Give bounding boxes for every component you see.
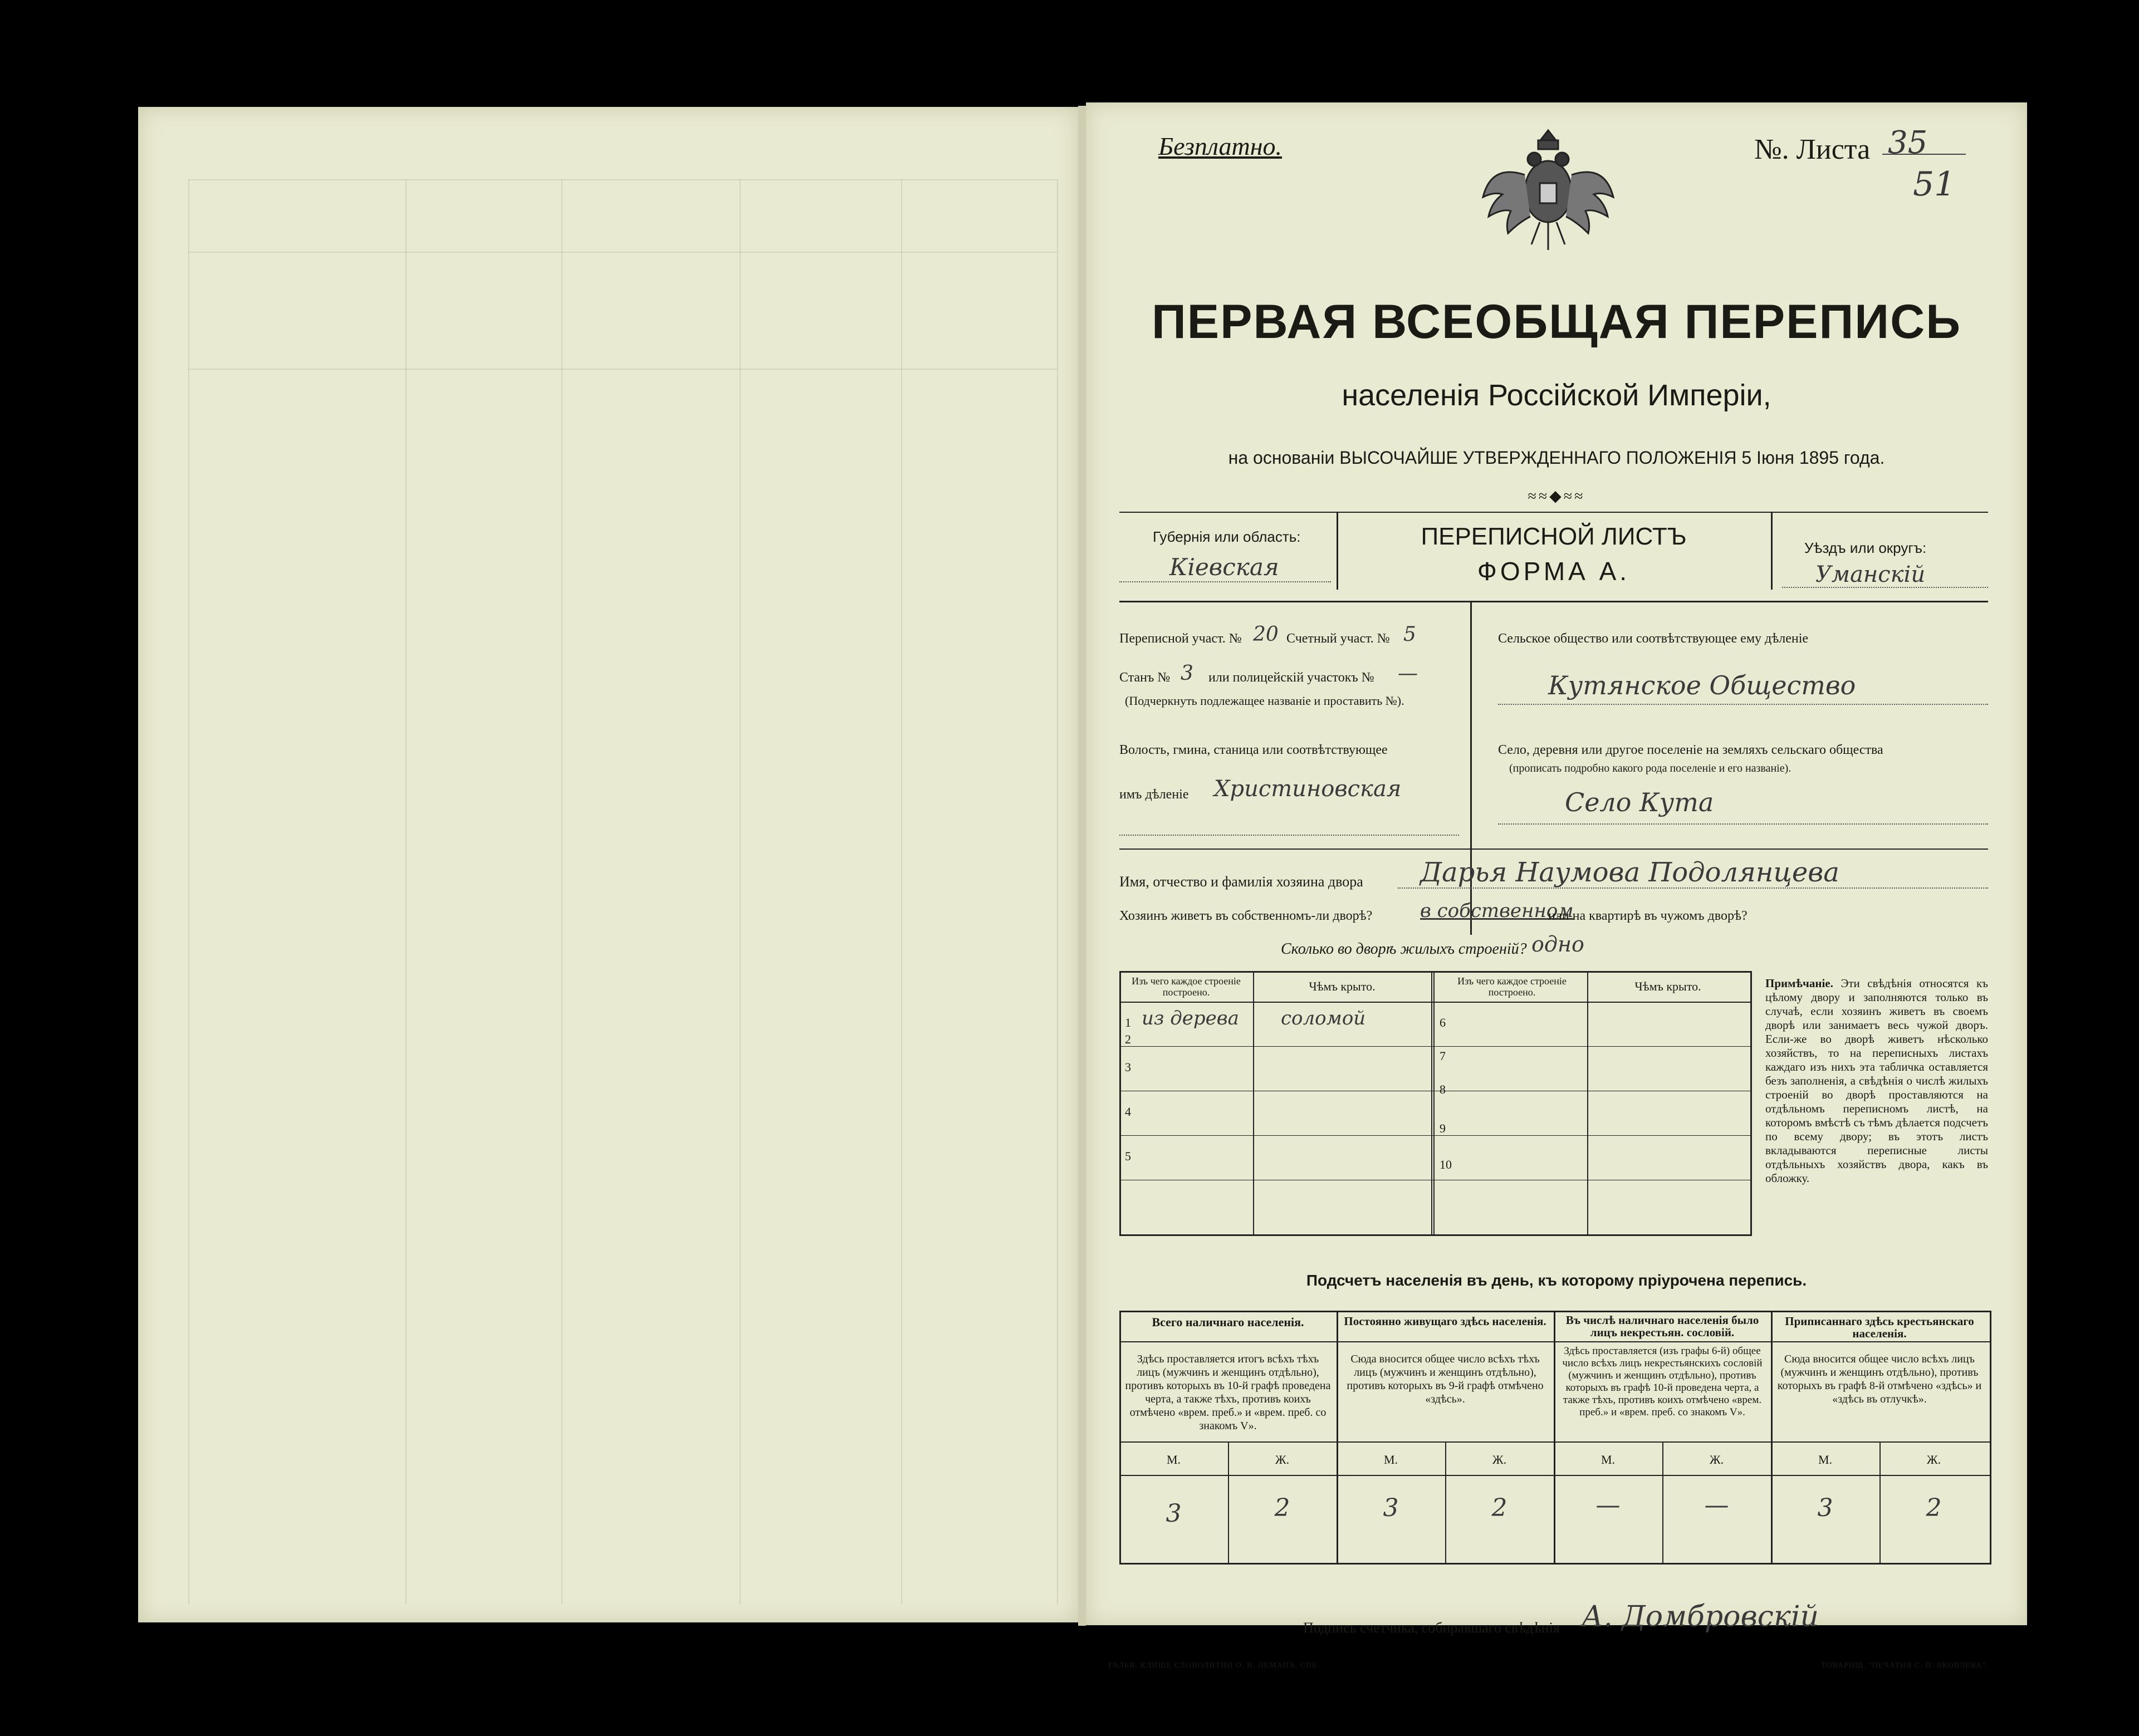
form-top-rule bbox=[1119, 512, 1988, 513]
page-gutter bbox=[1078, 106, 1086, 1626]
pop-m-label: М. bbox=[1383, 1453, 1398, 1467]
village-line bbox=[1498, 823, 1988, 825]
rural-society-value[interactable]: Кутянское Общество bbox=[1548, 670, 1856, 700]
lives-label-1: Хозяинъ живетъ въ собственномъ-ли дворѣ? bbox=[1119, 909, 1373, 923]
pop-col-title: Постоянно живущаго здѣсь населенія. bbox=[1344, 1315, 1546, 1328]
table-row-number: 6 bbox=[1440, 1016, 1446, 1029]
pop-f-value[interactable]: 2 bbox=[1926, 1494, 1942, 1522]
lives-label-2: или на квартирѣ въ чужомъ дворѣ? bbox=[1548, 909, 1748, 923]
right-page bbox=[1086, 102, 2027, 1670]
pop-f-label: Ж. bbox=[1926, 1453, 1941, 1467]
pop-header-rule bbox=[1119, 1341, 1990, 1342]
table-row-roof[interactable]: соломой bbox=[1281, 1007, 1366, 1029]
village-label: Село, деревня или другое поселеніе на земляхъ сельскаго общества bbox=[1498, 743, 1883, 757]
population-heading: Подсчетъ населенія въ день, къ которому пріурочена перепись. bbox=[1306, 1272, 1807, 1289]
pop-f-label: Ж. bbox=[1275, 1453, 1290, 1467]
volost-label-1: Волость, гмина, станица или соотвѣтствующее bbox=[1119, 743, 1388, 757]
ghost-line bbox=[740, 179, 741, 1605]
signature-label: Подпись счетчика, собиравшаго свѣдѣнія bbox=[1303, 1620, 1560, 1636]
pop-col-line bbox=[1771, 1311, 1773, 1564]
guberniya-label: Губернія или область: bbox=[1153, 528, 1301, 545]
pop-desc-rule bbox=[1119, 1441, 1990, 1443]
printer-left: ГАЛЬВ. КЛИШЕ СЛОВОЛИТНИ О. И. ЛЕМАНЪ, СПБ. bbox=[1108, 1661, 1320, 1670]
ghost-line bbox=[561, 179, 562, 1605]
remark-title: Примѣчаніе. bbox=[1765, 977, 1833, 990]
left-page bbox=[138, 107, 1078, 1622]
table-row-number: 5 bbox=[1125, 1149, 1131, 1163]
sheet-number-value: 35 bbox=[1888, 125, 1928, 161]
imperial-eagle-emblem bbox=[1476, 125, 1621, 258]
uezd-line bbox=[1782, 587, 1988, 588]
pop-col-desc: Сюда вносится общее число всѣхъ тѣхъ лицъ (мужчинъ и женщинъ отдѣльно), противъ которыхъ въ 9-й графѣ отмѣчено «здѣсь». bbox=[1347, 1353, 1544, 1405]
form-divider bbox=[1771, 512, 1773, 590]
lives-value[interactable]: в собственном bbox=[1420, 900, 1574, 922]
table-row-number: 7 bbox=[1440, 1049, 1446, 1063]
uezd-label: Уѣздъ или округъ: bbox=[1804, 540, 1927, 556]
count-district-value[interactable]: 5 bbox=[1403, 623, 1416, 646]
rural-society-line bbox=[1498, 704, 1988, 705]
pop-f-label: Ж. bbox=[1709, 1453, 1724, 1467]
census-sheet-title: ПЕРЕПИСНОЙ ЛИСТЪ bbox=[1421, 523, 1687, 550]
rural-society-label: Сельское общество или соотвѣтствующее ему дѣленіе bbox=[1498, 631, 1809, 646]
count-district-label: Счетный участ. № bbox=[1286, 631, 1390, 646]
stan-label: Станъ № bbox=[1119, 670, 1171, 685]
table-header-roof: Чѣмъ крыто. bbox=[1309, 979, 1376, 993]
signature-value[interactable]: А. Домбровскій bbox=[1582, 1600, 1819, 1634]
ghost-line bbox=[1057, 179, 1058, 1605]
population-table bbox=[1119, 1311, 1991, 1565]
owner-label: Имя, отчество и фамилія хозяина двора bbox=[1119, 874, 1363, 890]
pop-m-label: М. bbox=[1818, 1453, 1833, 1467]
ghost-line bbox=[188, 179, 1057, 180]
ghost-line bbox=[405, 179, 407, 1605]
pop-col-line bbox=[1554, 1311, 1555, 1564]
census-subtitle: населенія Россійской Имперіи, bbox=[1342, 379, 1771, 412]
pop-m-label: М. bbox=[1166, 1453, 1181, 1467]
pop-col-line bbox=[1337, 1311, 1338, 1564]
police-district-value[interactable]: — bbox=[1398, 662, 1418, 685]
pop-m-label: М. bbox=[1600, 1453, 1616, 1467]
pop-m-value[interactable]: — bbox=[1595, 1491, 1621, 1519]
ornament-divider: ≈≈◆≈≈ bbox=[1528, 488, 1585, 505]
table-row-number: 3 bbox=[1125, 1060, 1131, 1074]
pop-f-value[interactable]: 2 bbox=[1491, 1494, 1507, 1522]
police-district-label: или полицейскій участокъ № bbox=[1208, 670, 1374, 685]
table-row-number: 2 bbox=[1125, 1032, 1131, 1046]
table-row-number: 8 bbox=[1440, 1082, 1446, 1096]
village-note: (прописать подробно какого рода поселеніе и его названіе). bbox=[1509, 762, 1792, 774]
pop-col-title: Въ числѣ наличнаго населенія было лицъ некрестьян. сословій. bbox=[1565, 1313, 1759, 1339]
ghost-line bbox=[188, 252, 1057, 253]
form-divider bbox=[1337, 512, 1338, 590]
guberniya-value[interactable]: Кіевская bbox=[1169, 553, 1279, 581]
stan-value[interactable]: 3 bbox=[1181, 662, 1193, 685]
pop-col-title: Всего наличнаго населенія. bbox=[1152, 1315, 1304, 1329]
table-row-number: 10 bbox=[1440, 1158, 1452, 1171]
ghost-line bbox=[188, 179, 189, 1605]
pop-mf-rule bbox=[1119, 1475, 1990, 1476]
pop-f-value[interactable]: 2 bbox=[1274, 1494, 1290, 1522]
census-title: ПЕРВАЯ ВСЕОБЩАЯ ПЕРЕПИСЬ bbox=[1151, 295, 1962, 349]
table-row-number: 4 bbox=[1125, 1105, 1131, 1119]
table-row-rule bbox=[1119, 1135, 1750, 1136]
sheet-number-value-2: 51 bbox=[1913, 165, 1956, 204]
pop-col-desc: Здѣсь проставляется (изъ графы 6-й) общее число всѣхъ лицъ некрестьянскихъ сословій (мужчинъ и женщинъ отдѣльно), противъ которыхъ въ графѣ 10-й проведена черта, а также тѣхъ, противъ коихъ отмѣчено «врем. преб.» и «врем. преб. со знакомъ V». bbox=[1562, 1345, 1763, 1418]
remark bbox=[1765, 977, 1988, 1185]
owner-line bbox=[1398, 887, 1988, 889]
table-row-material[interactable]: из дерева bbox=[1142, 1007, 1239, 1029]
pop-f-label: Ж. bbox=[1492, 1453, 1507, 1467]
volost-label-2: имъ дѣленіе bbox=[1119, 787, 1189, 802]
table-col-line bbox=[1587, 971, 1588, 1235]
form-name: ФОРМА А. bbox=[1477, 557, 1631, 586]
census-district-value[interactable]: 20 bbox=[1253, 623, 1279, 646]
table-divider bbox=[1431, 971, 1435, 1235]
table-header-material: Изъ чего каждое строеніе построено. bbox=[1132, 975, 1241, 998]
underline-note: (Подчеркнуть подлежащее названіе и проставить №). bbox=[1125, 694, 1404, 708]
free-label: Безплатно. bbox=[1158, 132, 1283, 160]
pop-m-value[interactable]: 3 bbox=[1166, 1499, 1182, 1528]
ghost-line bbox=[188, 369, 1057, 370]
pop-col-title: Приписаннаго здѣсь крестьянскаго населенія. bbox=[1785, 1315, 1974, 1340]
census-basis: на основаніи ВЫСОЧАЙШЕ УТВЕРЖДЕННАГО ПОЛОЖЕНІЯ 5 Іюня 1895 года. bbox=[1228, 448, 1885, 468]
sheet-number-underline bbox=[1882, 154, 1966, 155]
census-district-label: Переписной участ. № bbox=[1119, 631, 1242, 646]
pop-col-desc: Здѣсь проставляется итогъ всѣхъ тѣхъ лицъ (мужчинъ и женщинъ отдѣльно), противъ которыхъ въ 10-й графѣ проведена черта, а также тѣхъ, противъ коихъ отмѣчено «врем. преб.» и «врем. преб. со знакомъ V». bbox=[1125, 1353, 1331, 1432]
pop-m-value[interactable]: 3 bbox=[1817, 1494, 1833, 1522]
guberniya-line bbox=[1119, 581, 1331, 582]
table-row-number: 1 bbox=[1125, 1016, 1131, 1029]
printer-right: ТОВАРИЩ. "ПЕЧАТНЯ С. П. ЯКОВЛЕВА". bbox=[1821, 1661, 1989, 1670]
owner-top-rule bbox=[1119, 849, 1988, 850]
remark-text: Эти свѣдѣнія относятся къ цѣлому двору и заполняются только въ случаѣ, если хозяинъ живетъ въ своемъ дворѣ или занимаетъ весь чужой дворъ. Если-же во дворѣ живетъ нѣсколько хозяйствъ, то на переписныхъ листахъ каждаго изъ нихъ эта табличка оставляется безъ заполненія, а свѣдѣнія о числѣ жилыхъ строеній во дворѣ проставляются на отдѣльномъ переписномъ листѣ, на которомъ вмѣстѣ съ тѣмъ дѣлается подсчетъ по всему двору; въ этотъ листъ вкладываются переписные листы отдѣльныхъ хозяйствъ двора, какъ въ обложку. bbox=[1765, 977, 1989, 1185]
buildings-value[interactable]: одно bbox=[1531, 932, 1584, 957]
fields-top-rule bbox=[1119, 601, 1988, 602]
pop-m-value[interactable]: 3 bbox=[1383, 1494, 1399, 1522]
pop-f-value[interactable]: — bbox=[1704, 1491, 1729, 1519]
table-col-line bbox=[1253, 971, 1254, 1235]
ghost-line bbox=[901, 179, 902, 1605]
village-value[interactable]: Село Кута bbox=[1565, 787, 1714, 817]
volost-value[interactable]: Христиновская bbox=[1214, 776, 1402, 802]
uezd-value[interactable]: Уманскій bbox=[1815, 562, 1926, 587]
sheet-number-label: №. Листа bbox=[1754, 134, 1871, 165]
table-header-material: Изъ чего каждое строеніе построено. bbox=[1457, 975, 1567, 998]
pop-col-desc: Сюда вносится общее число всѣхъ лицъ (мужчинъ и женщинъ отдѣльно), противъ которыхъ въ графѣ 8-й отмѣчено «здѣсь» и «здѣсь въ отлучкѣ». bbox=[1777, 1353, 1982, 1405]
owner-value[interactable]: Дарья Наумова Подолянцева bbox=[1420, 857, 1839, 888]
table-row-number: 9 bbox=[1440, 1121, 1446, 1135]
table-header-roof: Чѣмъ крыто. bbox=[1634, 979, 1701, 993]
table-row-rule bbox=[1119, 1046, 1750, 1047]
buildings-label: Сколько во дворѣ жилыхъ строеній? bbox=[1281, 940, 1527, 958]
volost-line bbox=[1119, 835, 1459, 836]
table-header-rule bbox=[1119, 1002, 1750, 1003]
